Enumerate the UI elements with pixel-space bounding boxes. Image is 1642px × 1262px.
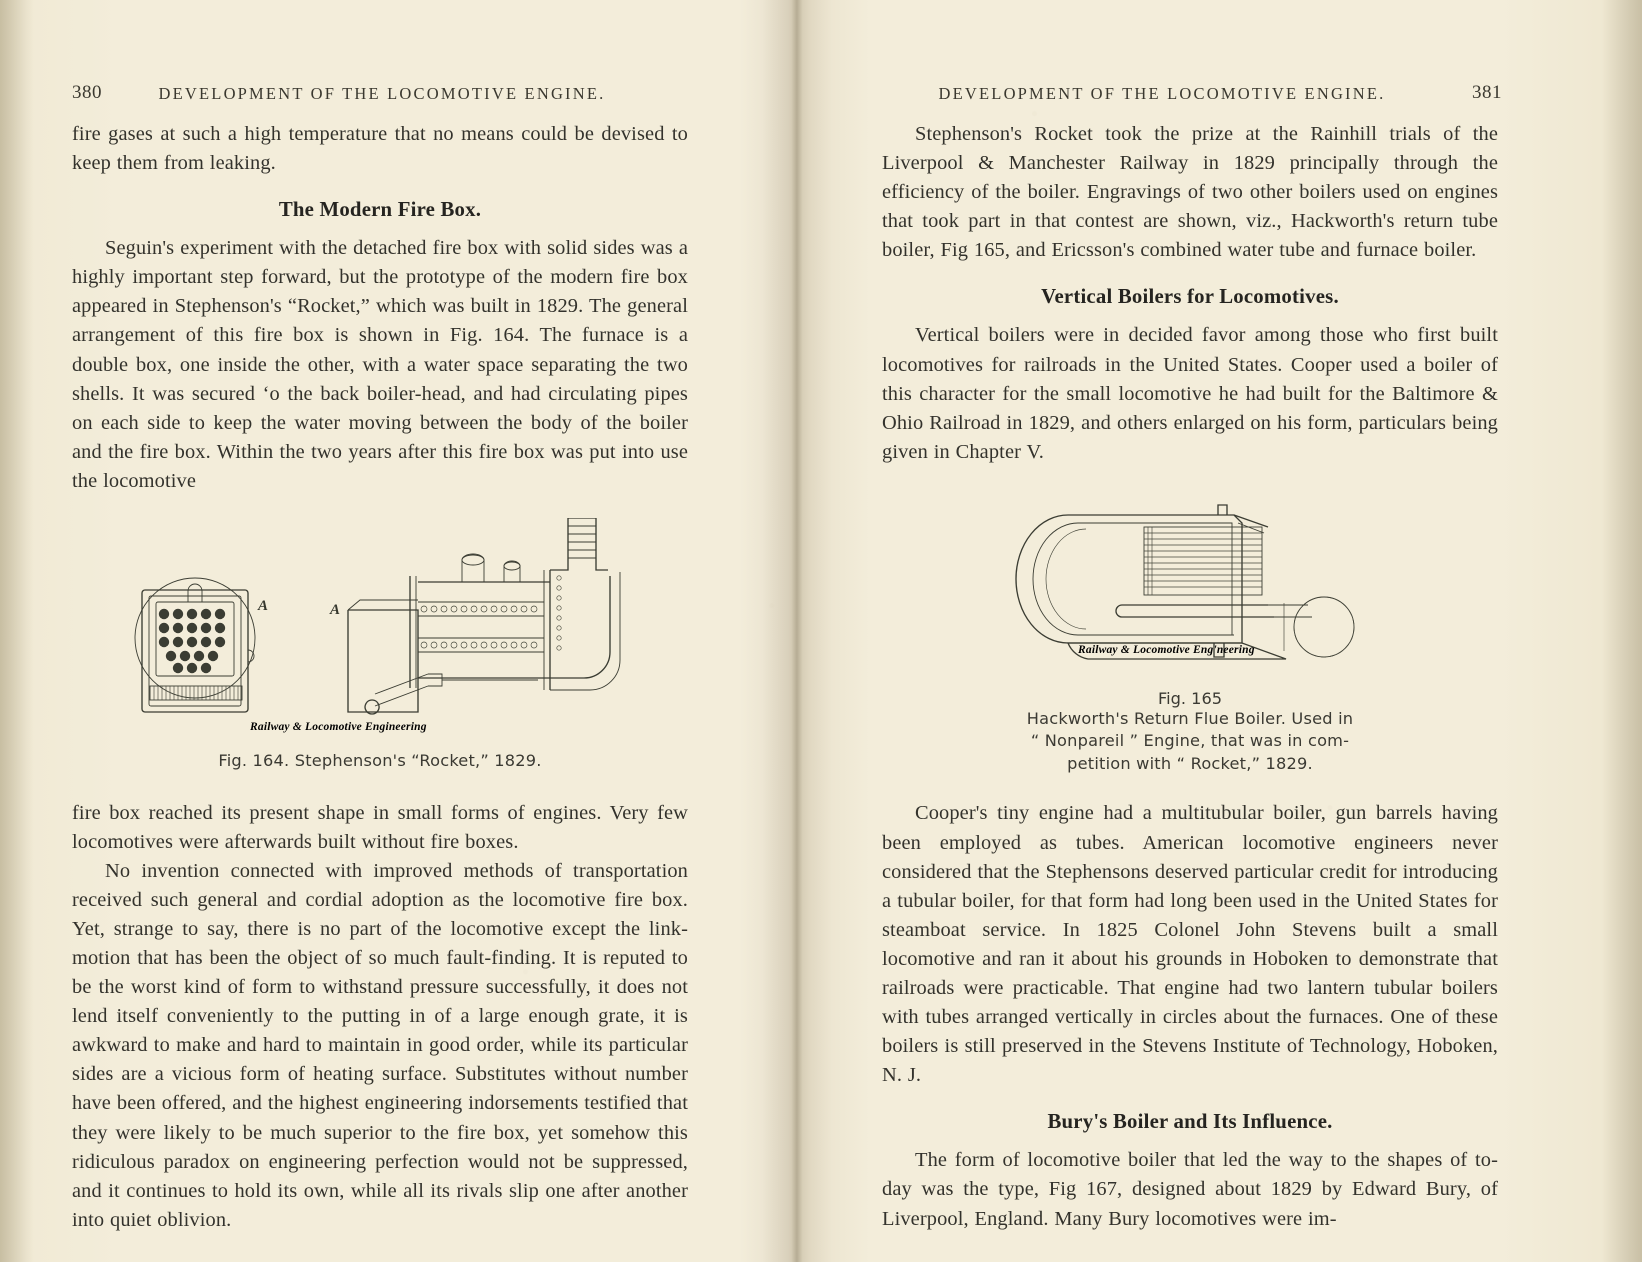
folio-left: 380 bbox=[72, 82, 102, 103]
figure-165-credit: Railway & Locomotive Eng'neering bbox=[1078, 643, 1255, 656]
left-column-body bbox=[72, 120, 688, 1235]
figure-164-credit: Railway & Locomotive Engineering bbox=[250, 721, 427, 734]
figure-165-caption-line-2: “ Nonpareil ” Engine, that was in com- bbox=[1030, 731, 1350, 751]
paragraph-seguin: Seguin's experiment with the detached fire box with solid sides was a highly important step forward, but the prototype of the modern fire box appeared in Stephenson's “Rocket,” which was built in 1829. The general arrangement of this fire box is shown in Fig. 164. The furnace is a double box, one inside the other, with a water space separating the two shells. It was secured ‘o the back boiler-head, and had circulating pipes on each side to keep the water moving between the body of the boiler and the fire box. Within the two years after this fire box was put into use the locomotive bbox=[72, 237, 688, 492]
figure-165-drawing bbox=[882, 493, 1498, 679]
heading-burys-boiler: Bury's Boiler and Its Influence. bbox=[1047, 1110, 1333, 1134]
book-gutter bbox=[762, 0, 832, 1262]
figure-164-label-a-right: A bbox=[330, 602, 341, 619]
right-column-body bbox=[882, 120, 1498, 1234]
figure-164-drawing bbox=[72, 518, 688, 738]
figure-165 bbox=[882, 493, 1498, 776]
heading-vertical-boilers: Vertical Boilers for Locomotives. bbox=[1041, 285, 1339, 309]
paragraph-rocket-prize: Stephenson's Rocket took the prize at the Rainhill trials of the Liverpool & Manchester Railway in 1829 principally through the efficiency of the boiler. Engravings of two other boilers used on engines that took part in that contest are shown, viz., Hackworth's return tube boiler, Fig 165, and Ericsson's combined water tube and furnace boiler. bbox=[882, 123, 1498, 262]
flue-tube-array bbox=[159, 609, 225, 673]
left-edge-shadow bbox=[0, 0, 34, 1262]
running-head-right bbox=[882, 84, 1442, 106]
page-left bbox=[72, 0, 692, 1262]
running-head-left bbox=[72, 84, 692, 106]
paragraph-bury-form: The form of locomotive boiler that led the way to the shapes of to-day was the type, Fig 167, designed about 1829 by Edward Bury, of Liverpool, England. Many Bury locomotives were im- bbox=[882, 1149, 1498, 1230]
paragraph-fire-box-shape: fire box reached its present shape in small forms of engines. Very few locomotives were afterwards built without fire boxes. bbox=[72, 801, 688, 853]
tube-row-upper bbox=[421, 606, 537, 612]
figure-164 bbox=[72, 518, 688, 773]
folio-right: 381 bbox=[1472, 82, 1502, 103]
figure-164-caption: Fig. 164. Stephenson's “Rocket,” 1829. bbox=[218, 751, 542, 771]
figure-164-label-a-left: A bbox=[258, 598, 269, 615]
page-right bbox=[882, 0, 1502, 1262]
paragraph-no-invention: No invention connected with improved methods of transportation received such general and cordial adoption as the locomotive fire box. Yet, strange to say, there is no part of the locomotive except the link-motion that has been the object of so much fault-finding. It is reputed to be the worst kind of form to withstand pressure successfully, it does not lend itself conveniently to the putting in of a large enough grate, it is awkward to make and hard to maintain in good order, while its particular sides are a vicious form of heating surface. Substitutes without number have been offered, and the highest engineering indorsements testified that they were likely to be much superior to the fire box, yet somehow this ridiculous paradox on engineering perfection would not be suppressed, and it continues to hold its own, while all its rivals slip one after another into quiet oblivion. bbox=[72, 859, 688, 1231]
tube-row-lower bbox=[421, 642, 537, 648]
running-head-right-title: DEVELOPMENT OF THE LOCOMOTIVE ENGINE. bbox=[938, 84, 1386, 103]
figure-165-number: Fig. 165 bbox=[1157, 688, 1223, 708]
figure-165-caption-line-3: petition with “ Rocket,” 1829. bbox=[1067, 753, 1313, 773]
flue-tube-bank bbox=[1144, 533, 1262, 587]
paragraph-vertical-boilers: Vertical boilers were in decided favor among those who first built locomotives for railroads in the United States. Cooper used a boiler of this character for the small locomotive he had built for the Baltimore & Ohio Railroad in 1829, and others enlarged on his form, particulars being given in Chapter V. bbox=[882, 324, 1498, 463]
heading-modern-fire-box: The Modern Fire Box. bbox=[278, 198, 482, 222]
figure-165-caption-line-1: Hackworth's Return Flue Boiler. Used in bbox=[1026, 708, 1354, 728]
right-edge-shadow bbox=[1602, 0, 1642, 1262]
paragraph-cooper-engine: Cooper's tiny engine had a multitubular boiler, gun barrels having been employed as tubes. American locomotive engineers never considered that the Stephensons deserved particular credit for introducing a tubular boiler, for that form had long been used in the United States for steamboat service. In 1825 Colonel John Stevens built a small locomotive and ran it about his grounds in Hoboken to demonstrate that railroads were practicable. That engine had two lantern tubular boilers with tubes arranged vertically in circles about the furnaces. One of these boilers is still preserved in the Stevens Institute of Technology, Hoboken, N. J. bbox=[882, 802, 1498, 1087]
running-head-left-title: DEVELOPMENT OF THE LOCOMOTIVE ENGINE. bbox=[158, 84, 606, 103]
tube-plate-dashes bbox=[1148, 527, 1152, 595]
rivet-column bbox=[557, 576, 561, 650]
figure-165-caption bbox=[882, 708, 1498, 776]
paragraph-continued: fire gases at such a high temperature that no means could be devised to keep them from leaking. bbox=[72, 123, 688, 175]
